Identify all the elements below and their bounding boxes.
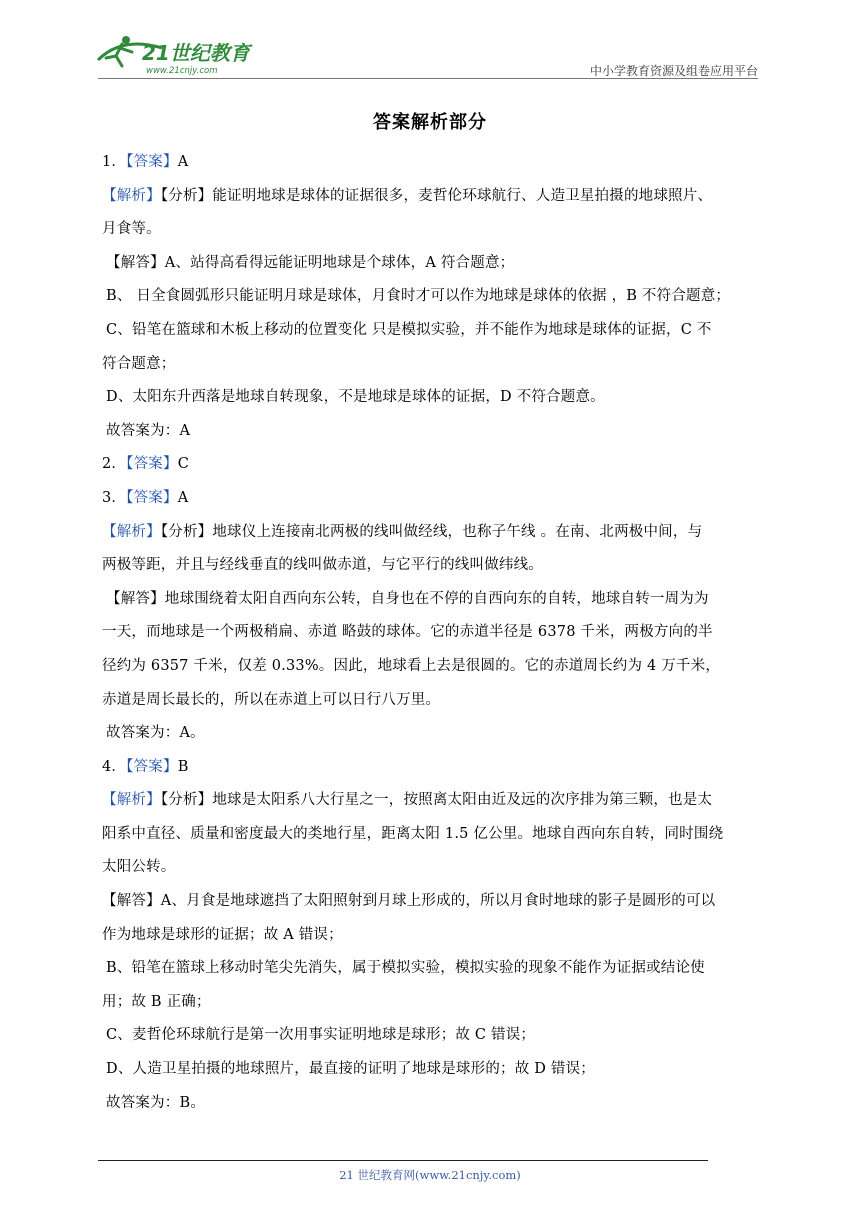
page-title: 答案解析部分 — [373, 112, 487, 133]
footer-text: 21 世纪教育网(www.21cnjy.com) — [339, 1168, 521, 1182]
text-segment: A — [177, 154, 189, 170]
header-platform-text: 中小学教育资源及组卷应用平台 — [589, 64, 758, 78]
answer-label: 【答案】 — [126, 456, 178, 473]
text-segment: 月食等。 — [102, 221, 161, 238]
text-segment: 【分析】能证明地球是球体的证据很多，麦哲伦环球航行、人造卫星拍摄的地球照片、 — [160, 187, 713, 204]
text-segment: B、 日全食圆弧形只能证明月球是球体，月食时才可以作为地球是球体的依据 ，B 不符合题意； — [106, 288, 731, 305]
text-line — [102, 650, 762, 684]
text-segment: 作为地球是球形的证据；故 A 错误； — [102, 926, 343, 943]
text-segment: 【分析】地球仪上连接南北两极的线叫做经线，也称子午线 。在南、北两极中间，与 — [160, 523, 703, 540]
text-segment: D、太阳东升西落是地球自转现象，不是地球是球体的证据，D 不符合题意。 — [106, 389, 605, 406]
text-segment: 故答案为：B。 — [106, 1094, 206, 1111]
text-line — [102, 851, 762, 885]
text-segment: D、人造卫星拍摄的地球照片，最直接的证明了地球是球形的；故 D 错误； — [106, 1061, 595, 1078]
text-segment: 【解答】A、站得高看得远能证明地球是个球体，A 符合题意； — [106, 254, 515, 271]
text-line — [102, 247, 762, 281]
answer-label: 【答案】 — [126, 758, 178, 775]
text-segment: 【分析】地球是太阳系八大行星之一，按照离太阳由近及远的次序排为第三颗，也是太 — [160, 792, 713, 809]
text-line — [102, 146, 762, 180]
text-segment: 径约为 6357 千米，仅差 0.33%。因此，地球看上去是很圆的。它的赤道周长约为 4 万千米， — [102, 657, 721, 674]
text-line — [102, 482, 762, 516]
text-line — [102, 616, 762, 650]
text-segment: 故答案为：A — [106, 422, 191, 439]
text-line — [102, 818, 762, 852]
text-segment: 太阳公转。 — [102, 859, 176, 876]
text-segment: 3． — [102, 489, 127, 506]
text-line — [102, 1053, 762, 1087]
text-line — [102, 516, 762, 550]
text-segment: 2． — [102, 456, 127, 473]
header-divider — [98, 78, 758, 79]
answer-content — [102, 146, 762, 1120]
text-segment: A — [177, 489, 189, 506]
text-line — [102, 952, 762, 986]
text-line — [102, 381, 762, 415]
text-line — [102, 751, 762, 785]
text-segment: 符合题意； — [102, 355, 176, 372]
text-line — [102, 180, 762, 214]
text-segment: C — [177, 456, 189, 473]
logo-brand-text: 21世纪教育 — [142, 41, 250, 65]
text-line — [102, 549, 762, 583]
text-segment: 4． — [102, 758, 127, 775]
text-segment: C、铅笔在篮球和木板上移动的位置变化 只是模拟实验，并不能作为地球是球体的证据，C 不 — [106, 321, 712, 338]
text-line — [102, 314, 762, 348]
text-line — [102, 1087, 762, 1121]
text-segment: 一天，而地球是一个两极稍扁、赤道 略鼓的球体。它的赤道半径是 6378 千米，两极方向的半 — [102, 624, 713, 641]
footer-divider — [98, 1160, 708, 1161]
text-line — [102, 348, 762, 382]
page-header — [0, 0, 860, 80]
text-line — [102, 415, 762, 449]
text-line — [102, 448, 762, 482]
text-line — [102, 1019, 762, 1053]
text-line — [102, 684, 762, 718]
text-line — [102, 280, 762, 314]
text-segment: 阳系中直径、质量和密度最大的类地行星，距离太阳 1.5 亿公里。地球自西向东自转，同时围绕 — [102, 825, 724, 842]
answer-label: 【答案】 — [126, 154, 178, 170]
text-segment: 两极等距，并且与经线垂直的线叫做赤道，与它平行的线叫做纬线。 — [102, 557, 543, 574]
text-segment: C、麦哲伦环球航行是第一次用事实证明地球是球形；故 C 错误； — [106, 1027, 536, 1044]
text-segment: B、铅笔在篮球上移动时笔尖先消失，属于模拟实验，模拟实验的现象不能作为证据或结论使 — [106, 960, 705, 977]
answer-label: 【解析】 — [102, 523, 161, 540]
text-line — [102, 213, 762, 247]
text-line — [102, 885, 762, 919]
text-line — [102, 717, 762, 751]
text-segment: 故答案为：A。 — [106, 725, 205, 742]
text-segment: 【解答】A、月食是地球遮挡了太阳照射到月球上形成的，所以月食时地球的影子是圆形的可以 — [102, 893, 716, 910]
text-line — [102, 986, 762, 1020]
text-line — [102, 919, 762, 953]
text-segment: B — [177, 758, 189, 775]
21cnjy-logo — [92, 30, 262, 78]
text-segment: 1． — [102, 154, 127, 170]
answer-label: 【答案】 — [126, 489, 178, 506]
text-line — [102, 583, 762, 617]
answer-label: 【解析】 — [102, 187, 161, 204]
text-segment: 【解答】地球围绕着太阳自西向东公转，自身也在不停的自西向东的自转，地球自转一周为为 — [106, 590, 709, 607]
text-segment: 赤道是周长最长的，所以在赤道上可以日行八万里。 — [102, 691, 441, 708]
text-line — [102, 784, 762, 818]
logo-url-text: www.21cnjy.com — [146, 66, 218, 76]
text-segment: 用；故 B 正确； — [102, 993, 211, 1010]
answer-label: 【解析】 — [102, 792, 161, 809]
